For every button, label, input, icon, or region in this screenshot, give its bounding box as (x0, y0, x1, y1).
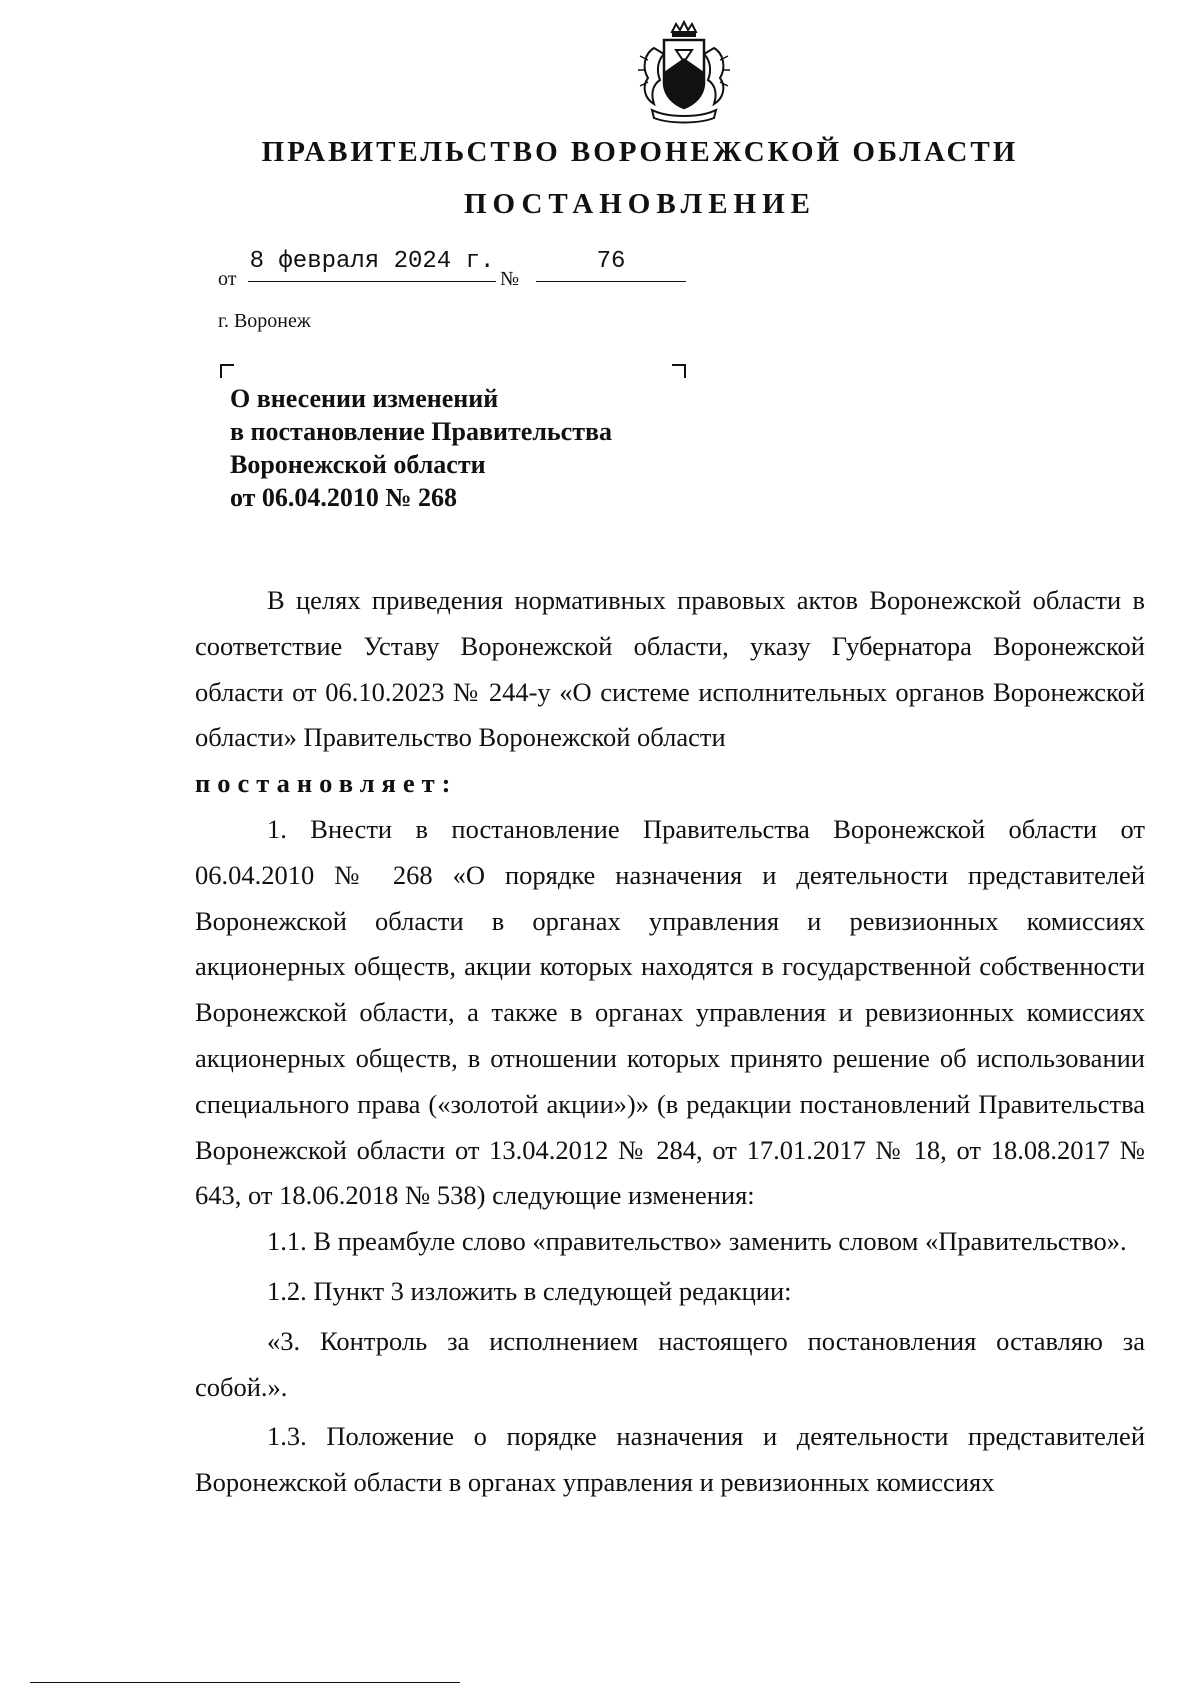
subject-line: Воронежской области (230, 450, 486, 479)
number-label: № (500, 268, 520, 290)
subject-corner-right (672, 364, 686, 378)
preamble-paragraph: В целях приведения нормативных правовых актов Воронежской области в соответствие Уставу Воронежской области, указу Губернатора Воронежской области от 06.10.2023 № 244-у «О системе исполнительных органов Воронежской области» Правительство Воронежской области (195, 585, 1145, 753)
item-1-2-paragraph: 1.2. Пункт 3 изложить в следующей редакции: (267, 1275, 792, 1306)
decides-word: постановляет: (195, 768, 458, 799)
subject-line: в постановление Правительства (230, 417, 613, 446)
item-1-3-paragraph: 1.3. Положение о порядке назначения и деятельности представителей Воронежской области в органах управления и ревизионных комиссиях (195, 1421, 1145, 1498)
subject-line: О внесении изменений (230, 384, 499, 413)
document-type-title: ПОСТАНОВЛЕНИЕ (463, 188, 816, 220)
footer-rule (30, 1682, 460, 1683)
item-1-2-quote-paragraph: «3. Контроль за исполнением настоящего постановления оставляю за собой.». (195, 1325, 1145, 1402)
from-label: от (218, 268, 237, 290)
document-date: 8 февраля 2024 г. (248, 248, 496, 282)
document-body (195, 578, 1145, 1506)
coat-of-arms-emblem (634, 20, 734, 126)
city-label: г. Воронеж (218, 310, 311, 332)
item-1-1-paragraph: 1.1. В преамбуле слово «правительство» заменить словом «Правительство». (267, 1226, 1127, 1257)
decides-paragraph (195, 761, 1145, 807)
subject-line: от 06.04.2010 № 268 (230, 483, 458, 512)
government-title: ПРАВИТЕЛЬСТВО ВОРОНЕЖСКОЙ ОБЛАСТИ (261, 136, 1019, 168)
date-number-line (218, 248, 698, 288)
document-subject (230, 382, 612, 514)
document-number: 76 (536, 248, 686, 282)
subject-corner-left (220, 364, 234, 378)
item-1-paragraph: 1. Внести в постановление Правительства Воронежской области от 06.04.2010 № 268 «О порядке назначения и деятельности представителей Воронежской области в органах управления и ревизионных комиссиях акционерных обществ, акции которых находятся в государственной собственности Воронежской области, а также в органах управления и ревизионных комиссиях акционерных обществ, в отношении которых принято решение об использовании специального права («золотой акции»)» (в редакции постановлений Правительства Воронежской области от 13.04.2012 № 284, от 17.01.2017 № 18, от 18.08.2017 № 643, от 18.06.2018 № 538) следующие изменения: (195, 813, 1145, 1211)
